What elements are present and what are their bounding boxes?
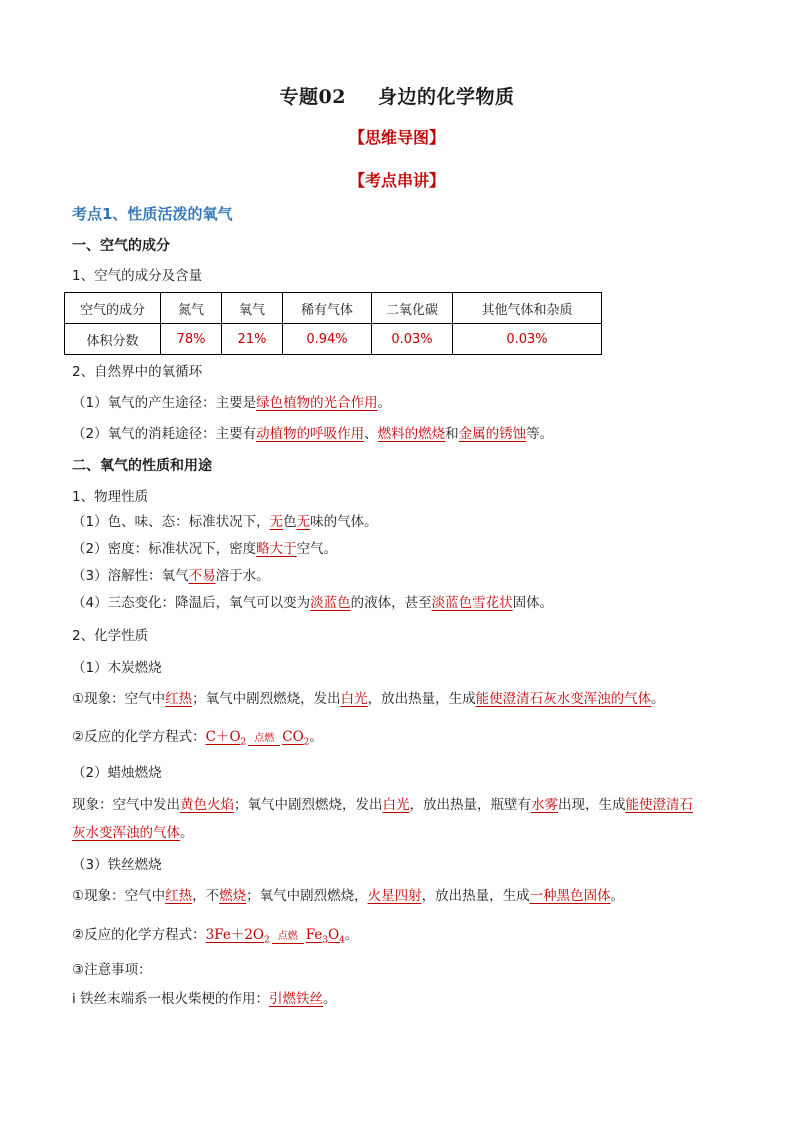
answer: 能使澄清石灰水变浑浊的气体 — [475, 691, 652, 707]
subheading-oxygen-cycle: 2、自然界中的氧循环 — [72, 364, 203, 380]
answer: 略大于 — [256, 541, 297, 557]
candle-phenomenon-line — [72, 823, 194, 843]
text: 味的气体。 — [310, 514, 378, 530]
condition-text: 点燃 — [277, 930, 298, 942]
equation-rhs: Fe — [305, 927, 323, 943]
text: （1）色、味、态：标准状况下， — [72, 514, 270, 530]
physical-property-line — [72, 566, 270, 586]
answer: 黄色火焰 — [180, 797, 234, 813]
subheading-iron-wire: （3）铁丝燃烧 — [72, 857, 162, 873]
subheading-physical-properties: 1、物理性质 — [72, 489, 149, 505]
text: ；氧气中剧烈燃烧，发出 — [192, 691, 341, 707]
equation-answer — [305, 927, 345, 946]
table-cell: 0.03% — [453, 324, 602, 355]
mind-map-heading: 【思维导图】 — [348, 128, 445, 147]
table-cell: 体积分数 — [65, 324, 161, 355]
equation-answer — [282, 729, 310, 748]
text: ①现象：空气中 — [72, 888, 166, 904]
text: 。 — [344, 927, 359, 943]
answer: 燃料的燃烧 — [377, 426, 446, 442]
physical-property-line — [72, 539, 337, 559]
equation-answer — [205, 729, 247, 748]
text: 等。 — [526, 426, 554, 442]
equation-lhs: 3Fe＋2O — [205, 927, 264, 943]
answer: 动植物的呼吸作用 — [256, 426, 365, 442]
answer: 火星四射 — [367, 888, 422, 904]
equation-rhs: O — [328, 927, 340, 943]
text: ，放出热量，生成 — [367, 691, 476, 707]
condition-text: 点燃 — [254, 732, 275, 744]
section-heading-oxygen-properties: 二、氧气的性质和用途 — [72, 458, 212, 474]
text: ，不 — [192, 888, 220, 904]
reaction-condition — [246, 733, 282, 753]
condition-line — [248, 745, 280, 746]
note-line — [72, 989, 337, 1009]
charcoal-phenomenon-line — [72, 689, 665, 709]
answer: 燃烧 — [219, 888, 247, 904]
subheading-air-composition: 1、空气的成分及含量 — [72, 268, 203, 284]
kaodian-heading: 考点1、性质活泼的氧气 — [72, 205, 233, 223]
text: 的液体，甚至 — [350, 595, 432, 611]
subscript: 4 — [339, 935, 345, 946]
answer: 一种黑色固体 — [529, 888, 611, 904]
text: ②反应的化学方程式： — [72, 729, 206, 745]
answer: 淡蓝色雪花状 — [431, 595, 513, 611]
table-cell: 二氧化碳 — [372, 293, 453, 324]
table-row — [65, 293, 602, 324]
physical-property-line — [72, 593, 553, 613]
text: i 铁丝末端系一根火柴梗的作用： — [72, 991, 270, 1007]
oxygen-production-line — [72, 393, 391, 413]
table-cell: 氧气 — [222, 293, 283, 324]
text: 。 — [323, 991, 337, 1007]
condition-line — [272, 943, 304, 944]
subscript: 2 — [240, 737, 247, 748]
subheading-chemical-properties: 2、化学性质 — [72, 628, 149, 644]
iron-phenomenon-line — [72, 886, 624, 906]
table-cell: 78% — [161, 324, 222, 355]
section-heading-air: 一、空气的成分 — [72, 238, 170, 254]
text: （1）氧气的产生途径：主要是 — [72, 395, 257, 411]
answer: 淡蓝色 — [310, 595, 351, 611]
text: ，放出热量，瓶壁有 — [409, 797, 531, 813]
text: （4）三态变化：降温后，氧气可以变为 — [72, 595, 311, 611]
table-cell: 21% — [222, 324, 283, 355]
answer: 引燃铁丝 — [269, 991, 324, 1007]
answer: 金属的锈蚀 — [458, 426, 527, 442]
text: （2）氧气的消耗途径：主要有 — [72, 426, 257, 442]
title-main: 身边的化学物质 — [377, 86, 515, 108]
candle-phenomenon-line — [72, 795, 693, 815]
answer: 白光 — [340, 691, 368, 707]
answer: 红热 — [165, 691, 193, 707]
text: 固体。 — [512, 595, 554, 611]
table-row — [65, 324, 602, 355]
answer: 不易 — [188, 568, 216, 584]
key-points-heading: 【考点串讲】 — [348, 171, 445, 190]
text: 现象：空气中发出 — [72, 797, 180, 813]
text: 和 — [445, 426, 459, 442]
text: 、 — [364, 426, 378, 442]
subscript: 2 — [263, 935, 270, 946]
subheading-charcoal: （1）木炭燃烧 — [72, 660, 162, 676]
equation-lhs: C＋O — [205, 729, 241, 745]
reaction-condition — [270, 931, 306, 951]
text: （2）密度：标准状况下，密度 — [72, 541, 257, 557]
text: 出现，生成 — [558, 797, 626, 813]
physical-property-line — [72, 512, 378, 532]
answer: 绿色植物的光合作用 — [256, 395, 378, 411]
equation-answer — [205, 927, 270, 946]
text: ；氧气中剧烈燃烧，发出 — [234, 797, 383, 813]
text: 。 — [610, 888, 625, 904]
text: 色 — [283, 514, 297, 530]
title-prefix: 专题02 — [279, 86, 346, 108]
text: 。 — [377, 395, 392, 411]
answer: 无 — [269, 514, 284, 530]
subheading-notes: ③注意事项： — [72, 962, 152, 978]
table-cell: 空气的成分 — [65, 293, 161, 324]
text: 溶于水。 — [215, 568, 270, 584]
text: （3）溶解性：氧气 — [72, 568, 189, 584]
text: ②反应的化学方程式： — [72, 927, 206, 943]
table-cell: 氮气 — [161, 293, 222, 324]
answer: 无 — [296, 514, 311, 530]
table-cell: 0.03% — [372, 324, 453, 355]
text: 。 — [180, 825, 194, 841]
oxygen-consumption-line — [72, 424, 553, 444]
text: ；氧气中剧烈燃烧， — [246, 888, 368, 904]
air-composition-table — [64, 292, 602, 355]
page-title — [0, 82, 794, 109]
iron-equation-line — [72, 925, 358, 951]
table-cell: 稀有气体 — [283, 293, 372, 324]
text: 。 — [651, 691, 665, 707]
answer: 红热 — [165, 888, 193, 904]
charcoal-equation-line — [72, 727, 323, 753]
subheading-candle: （2）蜡烛燃烧 — [72, 765, 162, 781]
answer: 白光 — [382, 797, 410, 813]
text: ①现象：空气中 — [72, 691, 166, 707]
subscript: 3 — [322, 935, 329, 946]
answer: 灰水变浑浊的气体 — [72, 825, 180, 841]
text: 空气。 — [296, 541, 338, 557]
table-cell: 0.94% — [283, 324, 372, 355]
answer: 能使澄清石 — [625, 797, 693, 813]
equation-rhs: CO — [282, 729, 304, 745]
subscript: 2 — [303, 737, 310, 748]
text: ，放出热量，生成 — [421, 888, 530, 904]
table-cell: 其他气体和杂质 — [453, 293, 602, 324]
text: 。 — [309, 729, 323, 745]
answer: 水雾 — [531, 797, 558, 813]
